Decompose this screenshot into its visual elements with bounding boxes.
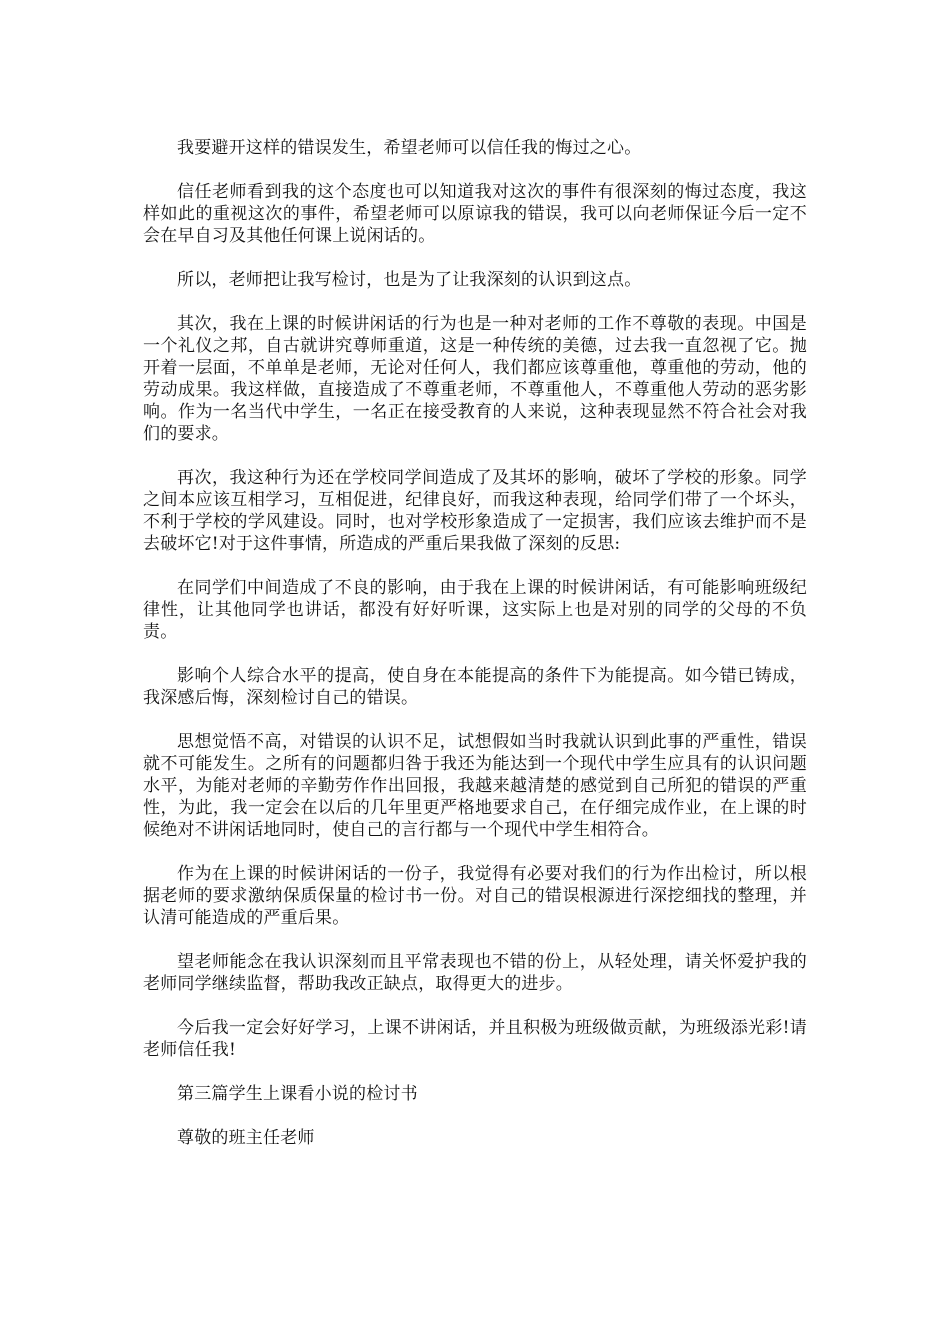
paragraph-6: 在同学们中间造成了不良的影响，由于我在上课的时候讲闲话，有可能影响班级纪律性，让其他同学也讲话，都没有好好听课，这实际上也是对别的同学的父母的不负责。 [143, 578, 807, 642]
paragraph-2: 信任老师看到我的这个态度也可以知道我对这次的事件有很深刻的悔过态度，我这样如此的重视这次的事件，希望老师可以原谅我的错误，我可以向老师保证今后一定不会在早自习及其他任何课上说闲话的。 [143, 182, 807, 246]
section-heading: 第三篇学生上课看小说的检讨书 [177, 1084, 418, 1104]
paragraph-11: 今后我一定会好好学习，上课不讲闲话，并且积极为班级做贡献，为班级添光彩!请老师信任我! [143, 1018, 807, 1060]
paragraph-8: 思想觉悟不高，对错误的认识不足，试想假如当时我就认识到此事的严重性，错误就不可能发生。之所有的问题都归咎于我还为能达到一个现代中学生应具有的认识问题水平，为能对老师的辛勤劳作作出回报，我越来越清楚的感觉到自己所犯的错误的严重性，为此，我一定会在以后的几年里更严格地要求自己，在仔细完成作业，在上课的时候绝对不讲闲话地同时，使自己的言行都与一个现代中学生相符合。 [143, 732, 807, 840]
paragraph-1: 我要避开这样的错误发生，希望老师可以信任我的悔过之心。 [177, 138, 642, 158]
paragraph-10: 望老师能念在我认识深刻而且平常表现也不错的份上，从轻处理，请关怀爱护我的老师同学继续监督，帮助我改正缺点，取得更大的进步。 [143, 952, 807, 994]
paragraph-7: 影响个人综合水平的提高，使自身在本能提高的条件下为能提高。如今错已铸成，我深感后悔，深刻检讨自己的错误。 [143, 666, 807, 708]
paragraph-4: 其次，我在上课的时候讲闲话的行为也是一种对老师的工作不尊敬的表现。中国是一个礼仪之邦，自古就讲究尊师重道，这是一种传统的美德，过去我一直忽视了它。抛开着一层面，不单单是老师，无论对任何人，我们都应该尊重他，尊重他的劳动，他的劳动成果。我这样做，直接造成了不尊重老师，不尊重他人，不尊重他人劳动的恶劣影响。作为一名当代中学生，一名正在接受教育的人来说，这种表现显然不符合社会对我们的要求。 [143, 314, 807, 444]
paragraph-9: 作为在上课的时候讲闲话的一份子，我觉得有必要对我们的行为作出检讨，所以根据老师的要求激纳保质保量的检讨书一份。对自己的错误根源进行深挖细找的整理，并认清可能造成的严重后果。 [143, 864, 807, 928]
paragraph-5: 再次，我这种行为还在学校同学间造成了及其坏的影响，破坏了学校的形象。同学之间本应该互相学习，互相促进，纪律良好，而我这种表现，给同学们带了一个坏头，不利于学校的学风建设。同时，也对学校形象造成了一定损害，我们应该去维护而不是去破坏它!对于这件事情，所造成的严重后果我做了深刻的反思: [143, 468, 807, 554]
salutation: 尊敬的班主任老师 [177, 1128, 315, 1148]
document-body [143, 137, 807, 1171]
paragraph-3: 所以，老师把让我写检讨，也是为了让我深刻的认识到这点。 [177, 270, 642, 290]
